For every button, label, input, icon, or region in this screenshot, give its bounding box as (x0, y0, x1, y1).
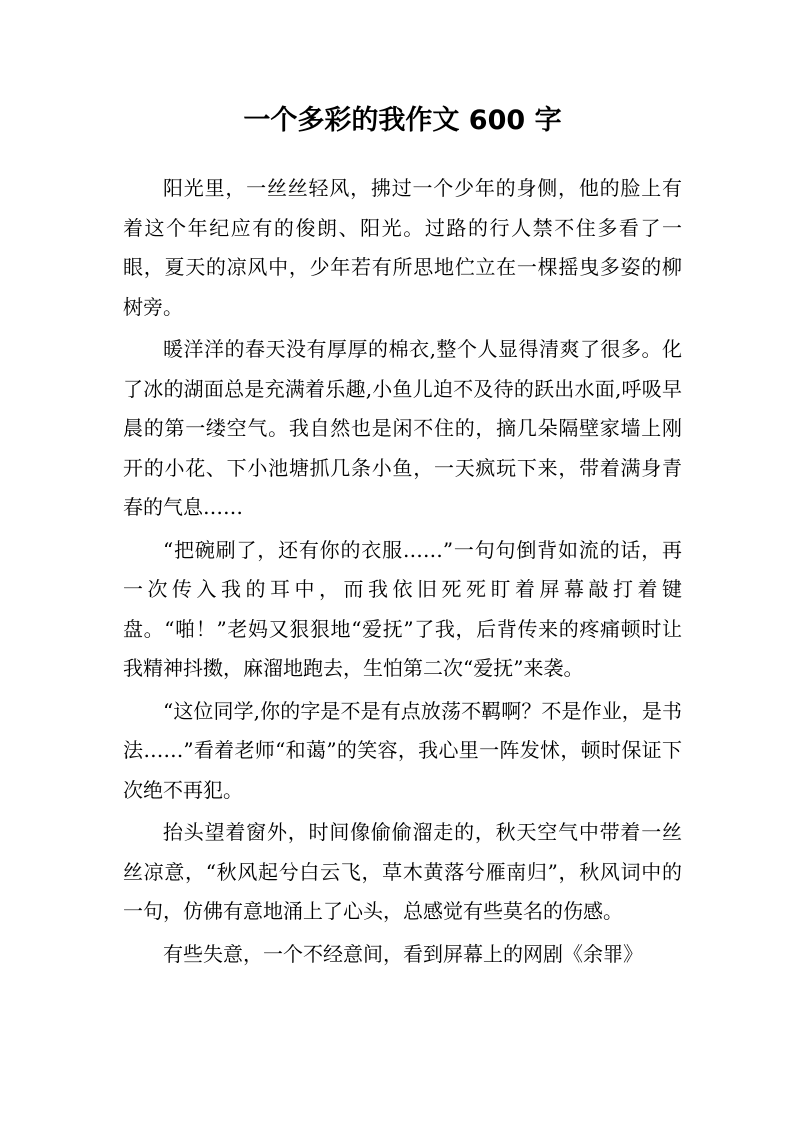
document-title: 一个多彩的我作文 600 字 (243, 105, 562, 136)
paragraph-3: “把碗刷了，还有你的衣服……”一句句倒背如流的话，再一次传入我的耳中，而我依旧死死盯着屏幕敲打着键盘。“啪！”老妈又狠狠地“爱抚”了我，后背传来的疼痛顿时让我精神抖擞，麻溜地跑去，生怕第二次“爱抚”来袭。 (123, 537, 682, 680)
paragraph-5: 抬头望着窗外，时间像偷偷溜走的，秋天空气中带着一丝丝凉意，“秋风起兮白云飞，草木黄落兮雁南归”，秋风词中的一句，仿佛有意地涌上了心头，总感觉有些莫名的伤感。 (123, 820, 682, 923)
paragraph-1: 阳光里，一丝丝轻风，拂过一个少年的身侧，他的脸上有着这个年纪应有的俊朗、阳光。过路的行人禁不住多看了一眼，夏天的凉风中，少年若有所思地伫立在一棵摇曳多姿的柳树旁。 (123, 176, 682, 319)
paragraph-6: 有些失意，一个不经意间，看到屏幕上的网剧《余罪》 (163, 941, 643, 966)
paragraph-2: 暖洋洋的春天没有厚厚的棉衣,整个人显得清爽了很多。化了冰的湖面总是充满着乐趣,小鱼儿迫不及待的跃出水面,呼吸早晨的第一缕空气。我自然也是闲不住的，摘几朵隔壁家墙上刚开的小花、下小池塘抓几条小鱼，一天疯玩下来，带着满身青春的气息…… (123, 337, 682, 519)
paragraph-4: “这位同学,你的字是不是有点放荡不羁啊？不是作业，是书法……”看着老师“和蔼”的笑容，我心里一阵发怵，顿时保证下次绝不再犯。 (123, 698, 682, 802)
